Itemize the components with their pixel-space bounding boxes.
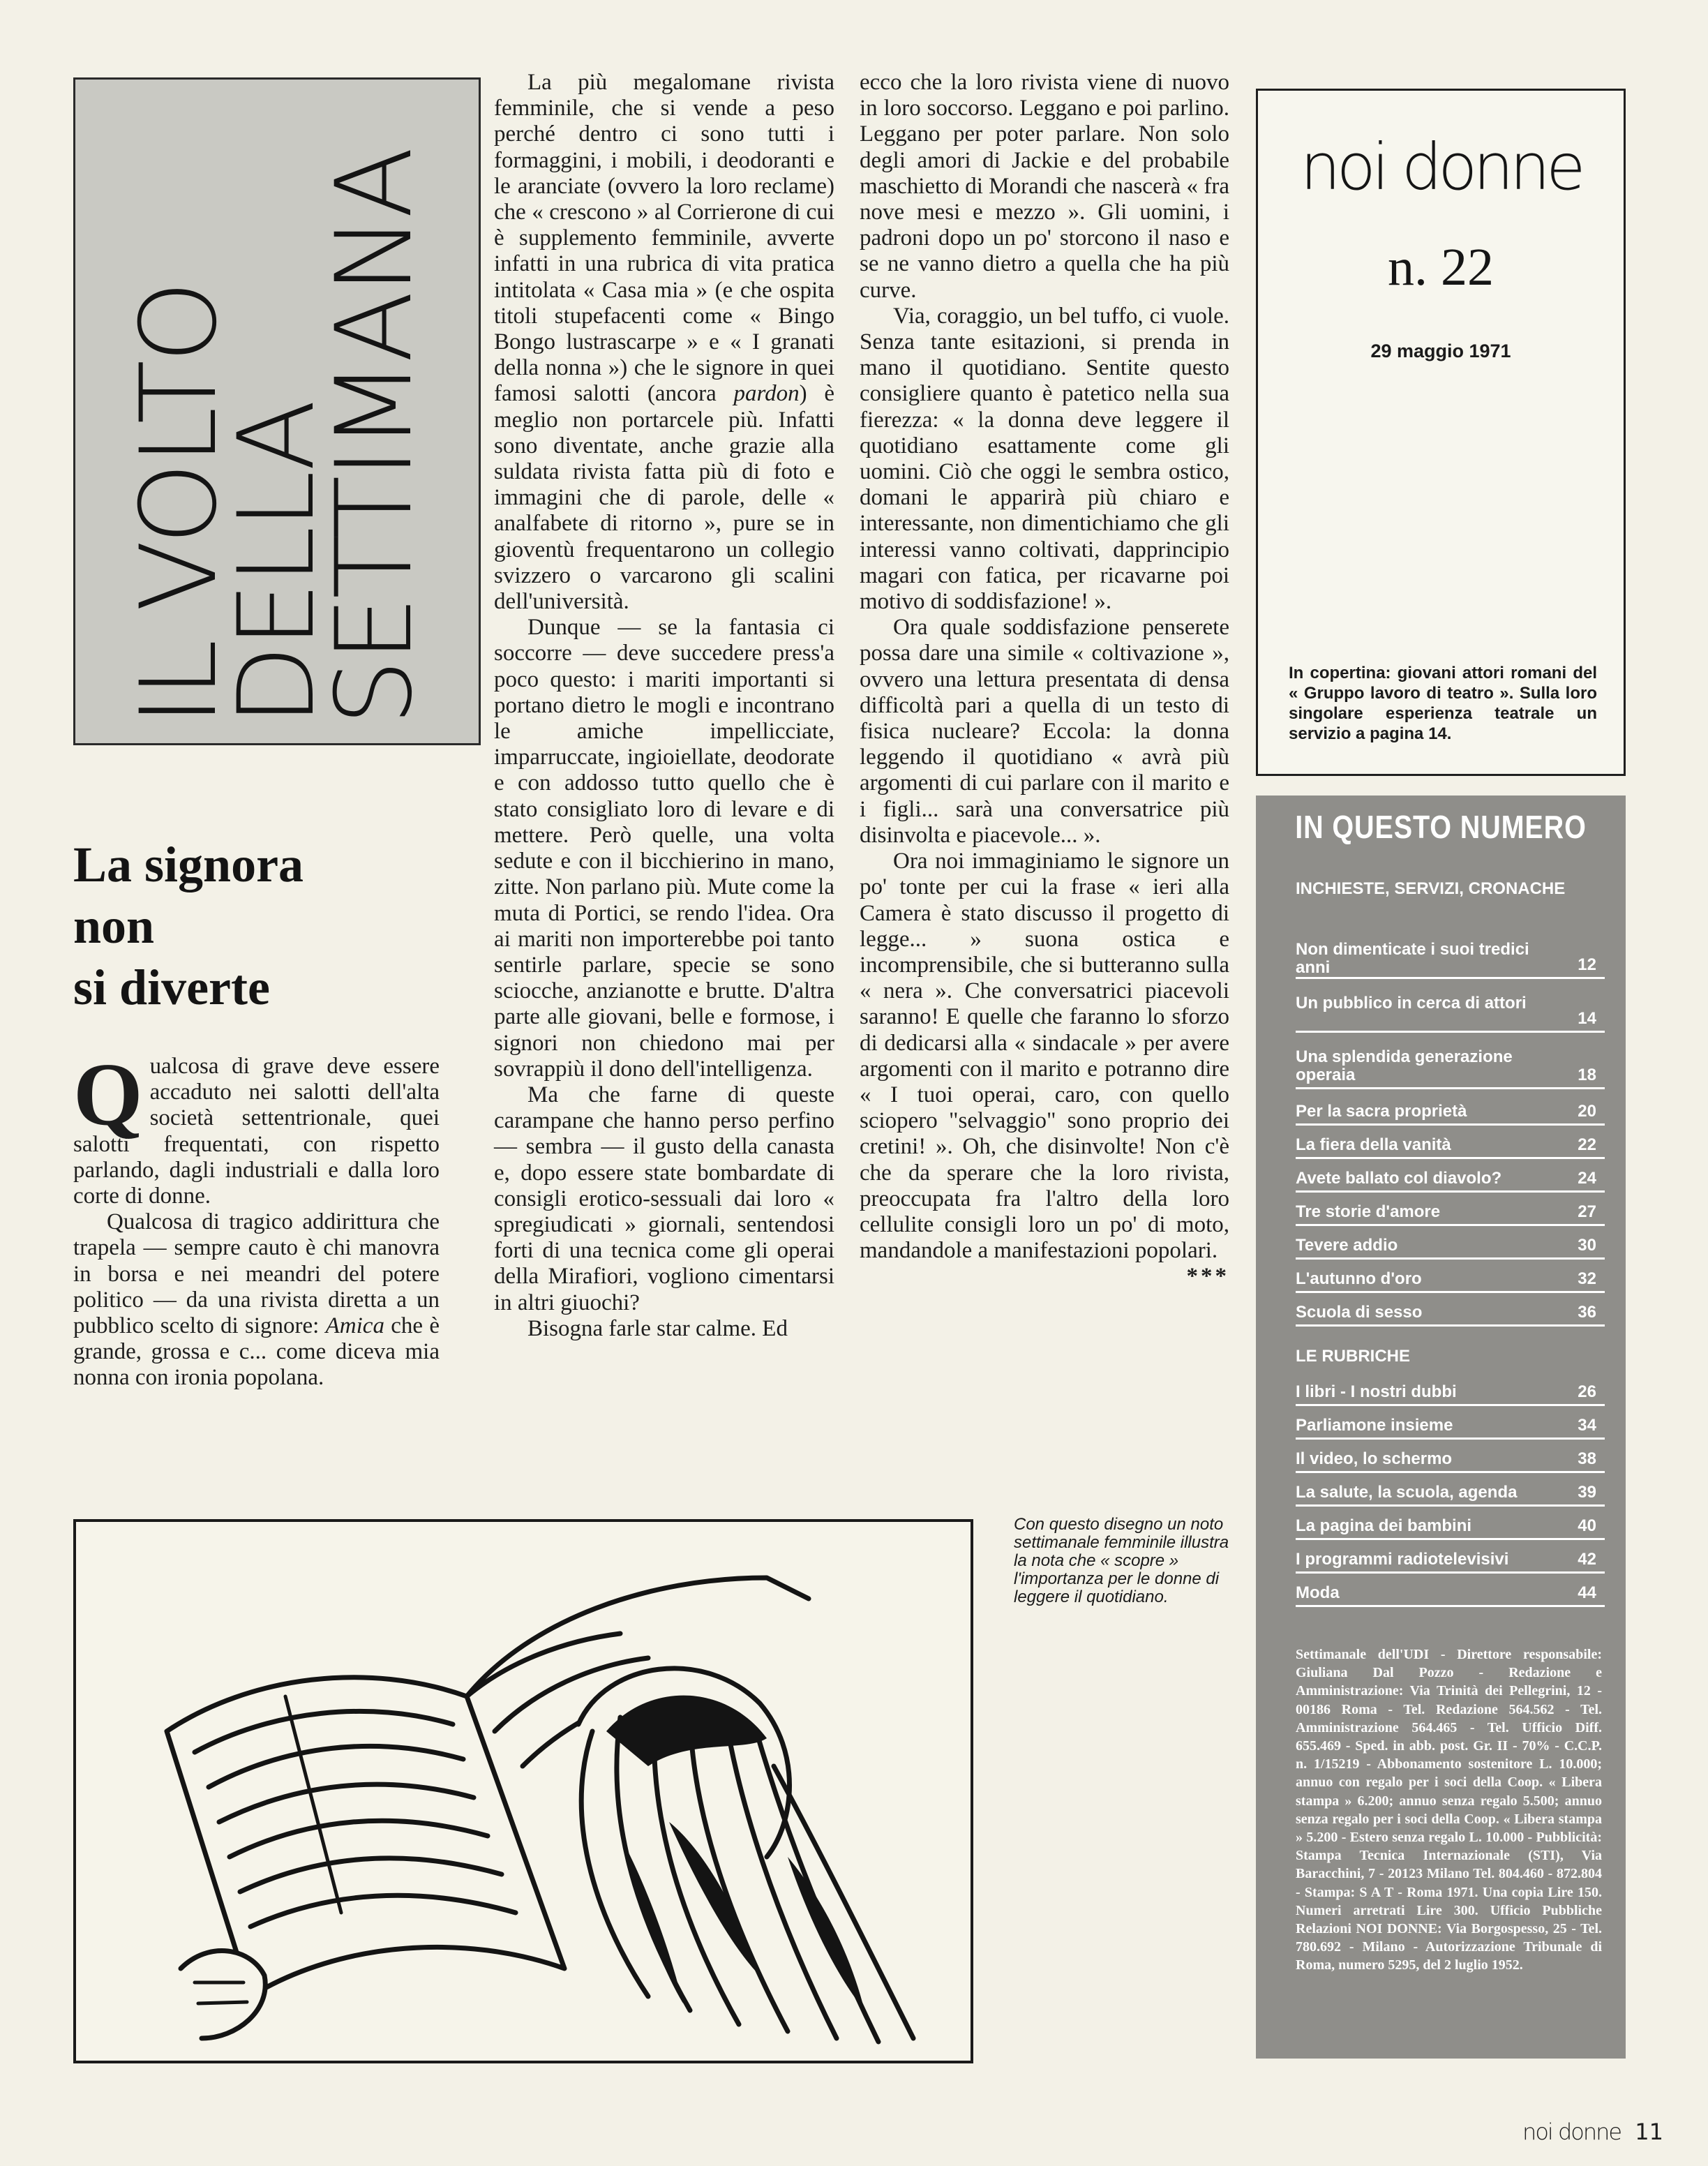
illustration-woman-reading-newspaper [73, 1519, 973, 2063]
toc-entry[interactable] [1296, 1450, 1605, 1473]
toc-entry-page: 44 [1578, 1583, 1596, 1602]
cover-caption: In copertina: giovani attori romani del « Gruppo lavoro di teatro ». Sulla loro singolare esperienza teatrale un servizio a pagina 14. [1289, 664, 1597, 743]
rubric-line: DELLA [216, 402, 338, 726]
toc-entry[interactable] [1296, 1304, 1605, 1327]
toc-entry[interactable] [1296, 1383, 1605, 1406]
toc-entry-title: Il video, lo schermo [1296, 1449, 1453, 1468]
toc-entry[interactable] [1296, 1584, 1605, 1607]
article-headline [73, 834, 464, 1018]
toc-entry-title: Per la sacra proprietà [1296, 1102, 1467, 1121]
headline-line: si diverte [73, 959, 270, 1015]
article-column-2 [494, 70, 834, 1342]
toc-entry-title: La salute, la scuola, agenda [1296, 1483, 1518, 1502]
feature-rubric-box [73, 77, 481, 745]
toc-entry-page: 38 [1578, 1449, 1596, 1468]
article-paragraph: Ma che farne di queste carampane che hanno perso perfino — sembra — il gusto della canasta e, dopo essere state bombardate di consigli erotico-sessuali dai loro « spregiudicati » giornali, sentendosi forti di una tecnica come gli operai della Mirafiori, vogliono cimentarsi in altri giuochi? [494, 1082, 834, 1315]
illustration-drawing [76, 1522, 971, 2061]
toc-entry-page: 22 [1578, 1135, 1596, 1154]
article-paragraph: Bisogna farle star calme. Ed [527, 1315, 788, 1341]
drop-cap: Q [73, 1045, 143, 1144]
toc-entry[interactable] [1296, 1551, 1605, 1574]
article-paragraph: Dunque — se la fantasia ci soccorre — deve succedere press'a poco questo: i mariti importanti si portano dietro le mogli e incontrano le amiche impellicciate, imparruccate, ingioiellate, deodorate e con addosso tutto quello che è stato consigliato loro di levare e di mettere. Però quelle, una volta sedute e con il bicchierino in mano, zitte. Non parlano più. Mute come la muta di Portici, se rendo l'idea. Ora ai mariti non importerebbe poi tanto sentirle parlare, specie se sono sciocche, anzianotte e brutte. D'altra parte alle giovani, belle e formose, i signori non chiedono mai per sovrappiù il dono dell'intelligenza. [494, 615, 834, 1082]
toc-entry-page: 27 [1578, 1202, 1596, 1221]
toc-entry[interactable] [1296, 941, 1605, 979]
toc-entry-page: 39 [1578, 1483, 1596, 1502]
colophon: Settimanale dell'UDI - Direttore responsabile: Giuliana Dal Pozzo - Redazione e Amministrazione: Via Trinità dei Pellegrini, 12 - 00186 Roma - Tel. Redazione 564.562 - Tel. Amministrazione 564.465 - Tel. Ufficio Diff. 655.469 - Sped. in abb. post. Gr. II - 70% - C.C.P. n. 1/15219 - Abbonamento sostenitore L. 10.000; annuo con regalo per i soci della Coop. « Libera stampa » 6.200; annuo senza regalo 5.500; annuo senza regalo per i soci della Coop. « Libera stampa » 5.200 - Estero senza regalo L. 10.000 - Pubblicità: Stampa Tecnica Internazionale (STI), Via Baracchini, 7 - 20123 Milano Tel. 804.460 - 872.804 - Stampa: S A T - Roma 1971. Una copia Lire 150. Numeri arretrati Lire 300. Ufficio Pubbliche Relazioni NOI DONNE: Via Borgospesso, 25 - Tel. 780.692 - Milano - Autorizzazione Tribunale di Roma, numero 5295, del 2 luglio 1952. [1296, 1647, 1602, 1973]
end-mark: *** [1186, 1264, 1229, 1290]
headline-line: non [73, 898, 155, 954]
toc-entry[interactable] [1296, 1203, 1605, 1226]
toc-section-heading: LE RUBRICHE [1296, 1347, 1411, 1366]
toc-entry-title: I programmi radiotelevisivi [1296, 1550, 1509, 1569]
article-column-1 [73, 1045, 440, 1391]
toc-entry-title: Tre storie d'amore [1296, 1202, 1441, 1221]
toc-entry-title: Tevere addio [1296, 1236, 1398, 1255]
toc-entry[interactable] [1296, 1237, 1605, 1260]
rubric-line: IL VOLTO [119, 283, 240, 726]
toc-entry-page: 14 [1578, 1009, 1596, 1028]
article-paragraph: Via, coraggio, un bel tuffo, ci vuole. Senza tante esitazioni, si prenda in mano il quotidiano. Sentite questo consigliere quanto è patetico nella sua fierezza: « la donna deve leggere il quotidiano esattamente come gli uomini. Ciò che oggi le sembra ostico, domani le apparirà più chiaro e interessante, non dimentichiamo che gli interessi vanno coltivati, dapprincipio magari con fatica, per ricavarne poi motivo di soddisfazione! ». [860, 303, 1229, 615]
toc-entry[interactable] [1296, 1417, 1605, 1440]
magazine-name: Amica [325, 1313, 384, 1339]
toc-entry-title: Parliamone insieme [1296, 1416, 1453, 1435]
toc-entry-title: Non dimenticate i suoi tredici anni [1296, 940, 1529, 977]
article-paragraph [73, 1045, 440, 1209]
rubric-line: SETTIMANA [314, 149, 435, 726]
paragraph-text: Ora noi immaginiamo le signore un po' tonte per cui la frase « ieri alla Camera è stato discusso il progetto di legge... » suona ostica e incomprensibile, che si butteranno sulla « nera ». Che conversatrici piacevoli saranno! E quelle che faranno lo sforzo di dedicarsi alla « sindacale » per avere argomenti con il marito e potranno dire « I tuoi operai, caro, con quello sciopero "selvaggio" sono proprio dei cretini! ». Oh, che disinvolte! Non c'è che da sperare che la loro rivista, preoccupata fra l'altro della loro cellulite consigli loro un po' di moto, mandandole a manifestazioni popolari. [860, 849, 1229, 1264]
toc-entry[interactable] [1296, 1517, 1605, 1540]
article-paragraph [73, 1209, 440, 1391]
article-paragraph: ecco che la loro rivista viene di nuovo in loro soccorso. Leggano e poi parlino. Leggano per poter parlare. Non solo degli amori di Jackie e del probabile maschietto di Morandi che nascerà « fra nove mesi e mezzo ». Gli uomini, i padroni dopo un po' storcono il naso e se ne vanno dietro a quella che ha più curve. [860, 70, 1229, 303]
paragraph-text: ualcosa di grave deve essere accaduto nei salotti dell'alta società settentrionale, quei salotti frequentati, con rispetto parlando, dagli industriali e dalla loro corte di donne. [73, 1054, 440, 1209]
toc-entry-title: La pagina dei bambini [1296, 1516, 1472, 1535]
toc-entry-page: 42 [1578, 1550, 1596, 1569]
italic-word: pardon [733, 381, 800, 407]
toc-section-heading: INCHIESTE, SERVIZI, CRONACHE [1296, 879, 1566, 898]
toc-entry-page: 36 [1578, 1303, 1596, 1322]
toc-entry-page: 24 [1578, 1169, 1596, 1188]
feature-rubric-title [119, 98, 435, 726]
paragraph-text: ) è meglio non portarcele più. Infatti sono diventate, anche grazie alla suldata rivista fatta più di foto e immagini che di parole, delle « analfabete di ritorno », pure se in gioventù frequentarono un collegio svizzero o varcarono gli scalini dell'università. [494, 381, 834, 615]
illustration-caption: Con questo disegno un noto settimanale femminile illustra la nota che « scopre » l'importanza per le donne di leggere il quotidiano. [1014, 1515, 1229, 1606]
toc-entry-page: 12 [1578, 955, 1596, 974]
paragraph-text: La più megalomane rivista femminile, che si vende a peso perché dentro ci sono tutti i formaggini, i mobili, i deodoranti e le aranciate (ovvero la loro reclame) che « crescono » al Corrierone di cui è supplemento femminile, avverte infatti in una rubrica di vita pratica intitolata « Casa mia » (e che ospita titoli stupefacenti come « Bingo Bongo lustrascarpe » e « I granati della nonna ») che le signore in quei famosi salotti (ancora [494, 70, 834, 407]
toc-entry-page: 20 [1578, 1102, 1596, 1121]
toc-entry-title: Una splendida generazione operaia [1296, 1047, 1513, 1084]
article-column-3 [860, 70, 1229, 1290]
toc-entry[interactable] [1296, 1484, 1605, 1507]
page-number: 11 [1635, 2119, 1663, 2145]
toc-entry[interactable] [1296, 1103, 1605, 1126]
toc-entry[interactable] [1296, 1270, 1605, 1293]
article-paragraph: Ora quale soddisfazione penserete possa dare una simile « coltivazione », ovvero una lettura presentata di densa difficoltà pari a quella di un testo di fisica nucleare? Eccola: la donna leggendo il quotidiano « avrà più argomenti di cui parlare con il marito e i figli... sarà una conversatrice più disinvolta e piacevole... ». [860, 615, 1229, 848]
toc-entry-title: La fiera della vanità [1296, 1135, 1451, 1154]
issue-number: n. 22 [1388, 238, 1494, 297]
toc-entry-page: 34 [1578, 1416, 1596, 1435]
headline-line: La signora [73, 837, 304, 892]
table-of-contents [1256, 796, 1626, 2059]
toc-entry-title: L'autunno d'oro [1296, 1269, 1422, 1288]
toc-entry-page: 30 [1578, 1236, 1596, 1255]
toc-entry[interactable] [1296, 1136, 1605, 1159]
toc-entry[interactable] [1296, 994, 1605, 1033]
magazine-title: noi donne [1300, 130, 1582, 204]
toc-entry[interactable] [1296, 1048, 1605, 1089]
toc-entry-page: 26 [1578, 1382, 1596, 1401]
toc-entry-page: 32 [1578, 1269, 1596, 1288]
toc-title: IN QUESTO NUMERO [1295, 809, 1587, 845]
article-paragraph [860, 849, 1229, 1290]
toc-entry-page: 18 [1578, 1066, 1596, 1084]
toc-entry-title: Moda [1296, 1583, 1340, 1602]
toc-entry-page: 40 [1578, 1516, 1596, 1535]
masthead-box [1256, 89, 1626, 776]
article-paragraph [494, 70, 834, 615]
toc-entry-title: Un pubblico in cerca di attori [1296, 994, 1527, 1013]
paragraph-text: Qualcosa di tragico addirittura che trapela — sempre cauto è chi manovra in borsa e nei meandri del potere politico — da una rivista diretta a un pubblico scelto di signore: [73, 1209, 440, 1339]
paragraph-text: che è grande, grossa e c... come diceva mia nonna con ironia popolana. [73, 1313, 440, 1391]
page-footer [1522, 2119, 1663, 2145]
toc-entry-title: I libri - I nostri dubbi [1296, 1382, 1457, 1401]
toc-entry[interactable] [1296, 1170, 1605, 1193]
issue-date: 29 maggio 1971 [1370, 341, 1511, 361]
toc-entry-title: Avete ballato col diavolo? [1296, 1169, 1502, 1188]
footer-brand: noi donne [1522, 2119, 1621, 2145]
toc-entry-title: Scuola di sesso [1296, 1303, 1423, 1322]
